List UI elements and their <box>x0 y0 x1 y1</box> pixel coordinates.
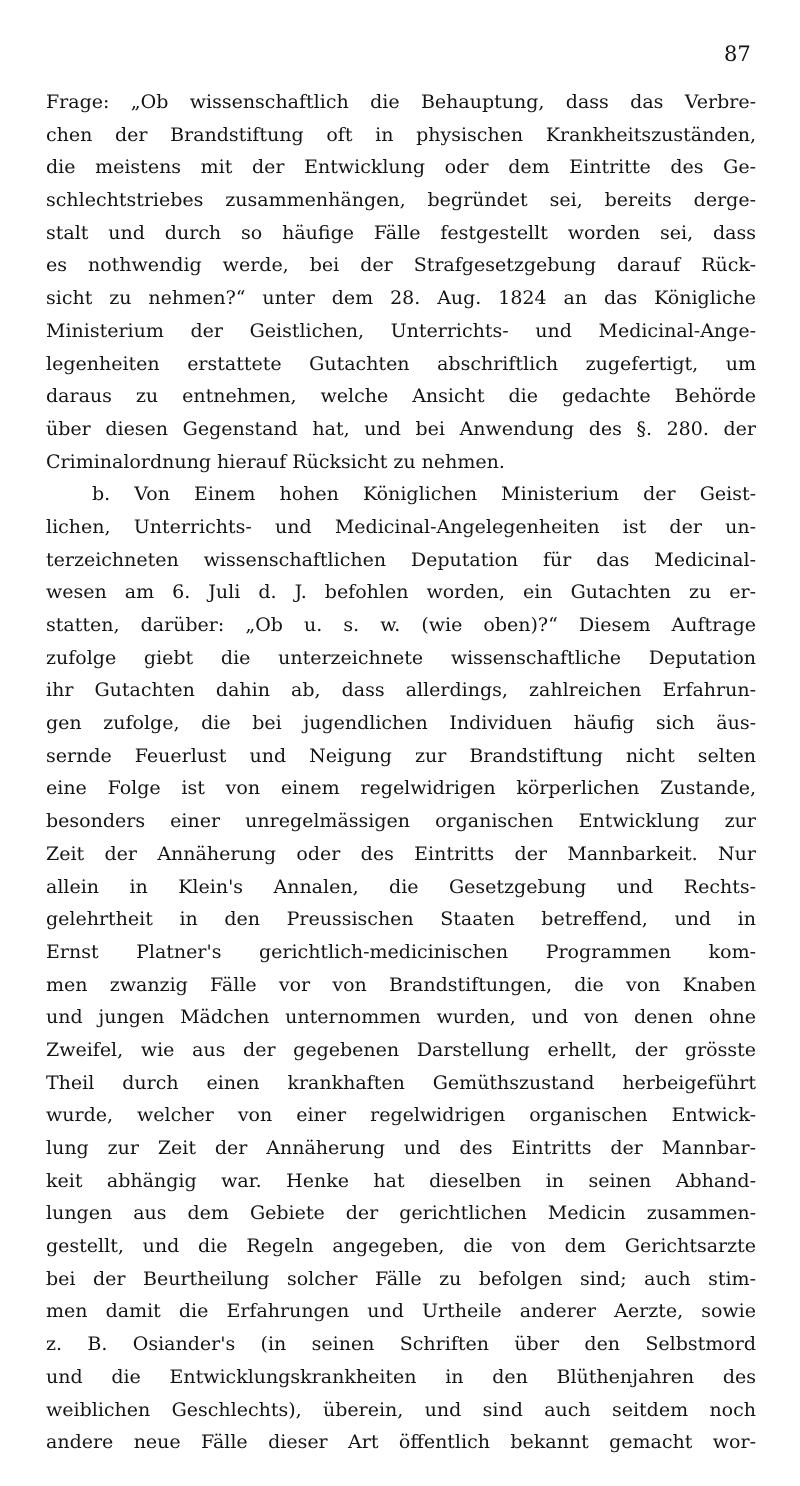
text-line: zufolge giebt die unterzeichnete wissenschaftliche Deputation <box>46 646 756 669</box>
body-text <box>46 86 756 1459</box>
text-line: terzeichneten wissenschaftlichen Deputation für das Medicinal- <box>46 548 756 571</box>
text-line: und die Entwicklungskrankheiten in den Blüthenjahren des <box>46 1365 756 1388</box>
text-line: Frage: „Ob wissenschaftlich die Behauptung, dass das Verbre- <box>46 91 756 113</box>
text-line: allein in Klein's Annalen, die Gesetzgebung und Rechts- <box>46 875 756 898</box>
text-line: men zwanzig Fälle vor von Brandstiftungen, die von Knaben <box>46 973 756 996</box>
text-line: bei der Beurtheilung solcher Fälle zu befolgen sind; auch stim- <box>46 1267 756 1290</box>
text-line: weiblichen Geschlechts), überein, und sind auch seitdem noch <box>46 1398 756 1421</box>
text-line: wurde, welcher von einer regelwidrigen organischen Entwick- <box>46 1104 756 1127</box>
text-line: lungen aus dem Gebiete der gerichtlichen Medicin zusammen- <box>46 1202 756 1225</box>
text-line: die meistens mit der Entwicklung oder dem Eintritte des Ge- <box>46 156 756 179</box>
text-line: statten, darüber: „Ob u. s. w. (wie oben)?“ Diesem Auftrage <box>46 614 756 636</box>
text-line: Zweifel, wie aus der gegebenen Darstellung erhellt, der grösste <box>46 1038 756 1061</box>
text-line: gelehrtheit in den Preussischen Staaten betreffend, und in <box>46 908 756 931</box>
text-line: eine Folge ist von einem regelwidrigen körperlichen Zustande, <box>46 777 756 800</box>
text-line: Criminalordnung hierauf Rücksicht zu nehmen. <box>46 450 505 473</box>
text-line: b. Von Einem hohen Königlichen Ministerium der Geist- <box>92 483 756 506</box>
text-line: und jungen Mädchen unternommen wurden, und von denen ohne <box>46 1006 756 1029</box>
text-line: legenheiten erstattete Gutachten abschriftlich zugefertigt, um <box>46 352 756 375</box>
text-line: wesen am 6. Juli d. J. befohlen worden, ein Gutachten zu er- <box>46 581 756 604</box>
page-number: 87 <box>724 42 751 66</box>
text-line: daraus zu entnehmen, welche Ansicht die gedachte Behörde <box>46 385 756 408</box>
text-line: stalt und durch so häufige Fälle festgestellt worden sei, dass <box>46 221 756 244</box>
text-line: z. B. Osiander's (in seinen Schriften über den Selbstmord <box>46 1333 756 1356</box>
text-line: ihr Gutachten dahin ab, dass allerdings, zahlreichen Erfahrun- <box>46 679 756 702</box>
text-line: besonders einer unregelmässigen organischen Entwicklung zur <box>46 810 756 833</box>
text-line: sernde Feuerlust und Neigung zur Brandstiftung nicht selten <box>46 744 756 767</box>
text-line: lung zur Zeit der Annäherung und des Eintritts der Mannbar- <box>46 1137 756 1159</box>
text-line: lichen, Unterrichts- und Medicinal-Angelegenheiten ist der un- <box>46 515 756 538</box>
text-line: es nothwendig werde, bei der Strafgesetzgebung darauf Rück- <box>46 254 756 277</box>
text-line: gen zufolge, die bei jugendlichen Individuen häufig sich äus- <box>46 712 756 735</box>
text-line: schlechtstriebes zusammenhängen, begründet sei, bereits derge- <box>46 189 756 212</box>
text-line: über diesen Gegenstand hat, und bei Anwendung des §. 280. der <box>46 417 756 440</box>
text-line: Theil durch einen krankhaften Gemüthszustand herbeigeführt <box>46 1071 756 1094</box>
text-line: andere neue Fälle dieser Art öffentlich bekannt gemacht wor- <box>46 1431 756 1454</box>
text-line: men damit die Erfahrungen und Urtheile anderer Aerzte, sowie <box>46 1300 756 1323</box>
text-line: chen der Brandstiftung oft in physischen Krankheitszuständen, <box>46 123 756 146</box>
text-line: Zeit der Annäherung oder des Eintritts der Mannbarkeit. Nur <box>46 842 756 865</box>
text-line: keit abhängig war. Henke hat dieselben in seinen Abhand- <box>46 1169 756 1192</box>
text-line: sicht zu nehmen?“ unter dem 28. Aug. 1824 an das Königliche <box>46 287 756 310</box>
text-line: Ministerium der Geistlichen, Unterrichts- und Medicinal-Ange- <box>46 319 756 342</box>
text-line: Ernst Platner's gerichtlich-medicinischen Programmen kom- <box>46 940 756 963</box>
text-line: gestellt, und die Regeln angegeben, die von dem Gerichtsarzte <box>46 1235 756 1258</box>
